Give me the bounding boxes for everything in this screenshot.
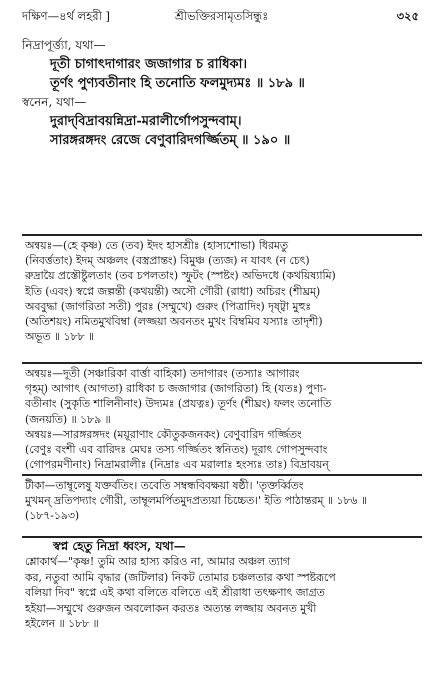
anvaya-line: (বেণুঃ বংশী এব বারিদঃ মেঘঃ তস্য গর্জ্জিতং স্বনিতং) দূরাৎ গোপসুন্দবাং — [25, 443, 328, 457]
anvaya-line: রুদ্রায়ৈ প্রস্তৌষ্টুলতাং (তব চপলতাং) স্ফুটং (স্পষ্টং) অভিদধে (কথয়িষ্যামি) — [25, 269, 336, 283]
anvaya-line: অভূত ॥ ১৮৮ ॥ — [25, 330, 95, 344]
anvaya-line: গৃহম্‌) আগাৎ (আগতা) রাধিকা চ জজাগার (জাগরিতা) হি (যতঃ) পুণ্য- — [25, 382, 327, 396]
page-header — [0, 0, 441, 30]
anvaya-paragraph-1 — [25, 238, 421, 344]
tika-line: টীকা—তাম্বূলেষু যক্তৰ্বতিং। তবেতি সম্বন্ধবিবক্ষয়া ষষ্ঠী। 'তৃক্তর্ব্বিতং — [25, 479, 304, 492]
commentary-line: হইয়া—সম্মুখে গুরুজন অবলোকন করতঃ অত্যন্ত লজ্জায় অবনত মুখী — [25, 601, 317, 615]
tika-line: (১৮৭-১৯৩) — [25, 509, 80, 523]
verse-line: দূতী চাগাৎদাগারং জজাগার চ রাধিকা। — [50, 57, 247, 72]
verse-line: স্বনেন, যথা— — [22, 95, 87, 109]
anvaya-line: বতীনাং (সুকৃতি শালিনীনাং) উদ্যমঃ (প্রযত্নঃ) তূর্ণং (শীঘ্রং) ফলং তনোতি — [25, 397, 332, 411]
anvaya-line: (জনয়তি) ॥ ১৮৯ ॥ — [25, 412, 111, 426]
commentary-line: শ্লোকার্থ—"কৃষ্ণ! তুমি আর হাস্য করিও না, আমার অঞ্চল ত্যাগ — [25, 555, 290, 569]
anvaya-line: (নিবর্ত্ততাং) ইদম্‌ অঞ্চলং (বস্ত্রপ্রান্তং) বিমুঞ্চ (ত্যজ) ন যাবৎ (ন চেৎ) — [25, 254, 310, 268]
tika-paragraph — [25, 478, 421, 524]
commentary-line: বলিয়া দিব" স্বপ্নে এই কথা বলিতে বলিতে এই শ্রীরাধা তৎক্ষণাৎ জাগ্রত — [25, 586, 325, 600]
verse-line: নিদ্রাপূর্ত্ত্যা, যথা— — [22, 38, 106, 52]
verse-line: সারঙ্গরঙ্গদং রেজে বেণুবারিদগর্জ্জিতম্‌ ॥ ১৯০ ॥ — [50, 133, 291, 148]
header-page-number: ৩২৫ — [396, 9, 419, 23]
commentary-title: স্বপ্ন হেতু নিদ্রা ধ্বংস, যথা— — [53, 539, 186, 553]
anvaya-line: ইতি (এবং) স্বপ্নে জল্পন্তী (কথয়ন্তী) অসৌ গৌরী (রাধা) অচিরং (শীঘ্রম্‌) — [25, 284, 321, 298]
anvaya-line: (গোপরমণীনাং) নিদ্রামরালীঃ (নিদ্রাঃ এব মরালাঃ হংস্যঃ তাঃ) বিদ্রাবয়ন্‌ — [25, 458, 329, 472]
commentary-line: কর, নতুবা আমি বৃদ্ধার (জটিলার) নিকট তোমার চঞ্চলতার কথা স্পষ্টরূপে — [25, 570, 336, 584]
anvaya-line: অববুদ্ধা (জাগরিতা সতী) পুরঃ (সম্মুখে) গুরুং (পিত্রাদিং) দৃষ্ট্বা মুহুঃ — [25, 299, 312, 313]
verse-line: তূর্ণং পুণ্যবতীনাং হি তনোতি ফলমুদ্যমঃ ॥ ১৮৯ ॥ — [50, 76, 305, 91]
anvaya-line: অন্বয়ঃ—(হে কৃষ্ণ) তে (তব) ইদং হাসশ্রীঃ (হাস্যশোভা) ধিরমতু — [25, 239, 289, 252]
anvaya-line: (অতিশয়ং) নমিতমুখবিম্বা (লজ্জয়া অবনতং মুখং বিম্বমিব যস্যাঃ তাদৃশী) — [25, 315, 323, 329]
commentary-block — [25, 539, 421, 631]
header-left-section: দক্ষিণ—৪র্থ লহরী ] — [22, 9, 111, 23]
anvaya-line: অন্বয়ঃ—সারঙ্গরঙ্গদং (ময়ূরাণাং কৌতুকজনকং) বেণুবারিদ গর্জ্জিতং — [25, 427, 302, 441]
anvaya-line: অন্বয়ঃ—দূতী (সঞ্চারিকা বার্ত্তা বাহিকা) তদাগারং (তস্যাঃ আগারং — [25, 367, 300, 380]
verse-line: দুরাদ্‌বিদ্রাবয়ন্নিদ্রা-মরালীর্গোপসুন্দবাম্‌। — [50, 114, 242, 129]
commentary-line: হইলেন ॥ ১৮৮ ॥ — [25, 617, 99, 631]
header-book-title: শ্রীভক্তিরসামৃতসিন্ধুঃ — [175, 9, 269, 23]
tika-line: মুখমন্ দ্রতিপদ্যাং গৌরী, তাম্বূলমর্পিতমুদপ্রত্যয়া চিচ্চেত।' ইতি পাঠান্তরম্‌ ॥ ১৮৬ ॥ — [25, 494, 367, 508]
verse-block — [22, 36, 422, 150]
anvaya-paragraph-2 — [25, 366, 421, 472]
